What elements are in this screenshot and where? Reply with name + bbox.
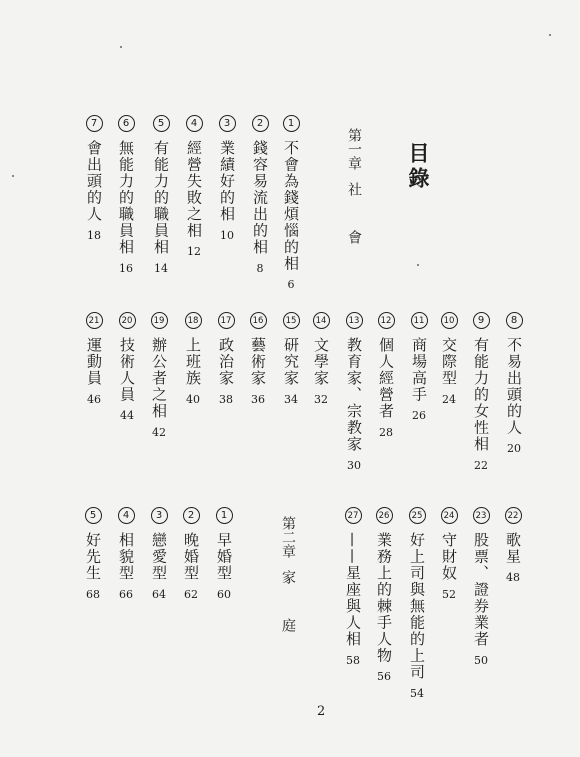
entry-page: 8: [256, 261, 264, 275]
entry-page: 62: [184, 587, 198, 601]
entry-page: 28: [379, 425, 393, 439]
entry-page: 36: [251, 392, 265, 406]
entry-title: 經營失敗之相: [185, 140, 203, 239]
toc-entry[interactable]: [438, 507, 460, 601]
entry-page: 54: [410, 686, 424, 700]
entry-number: 19: [151, 312, 168, 329]
entry-number: 16: [250, 312, 267, 329]
entry-page: 38: [219, 392, 233, 406]
toc-entry[interactable]: [438, 312, 460, 406]
entry-page: 32: [314, 392, 328, 406]
toc-entry[interactable]: [470, 507, 492, 667]
entry-number: 23: [473, 507, 490, 524]
entry-title: 好先生: [84, 532, 102, 582]
entry-number: 2: [183, 507, 200, 524]
entry-page: 26: [412, 409, 426, 422]
entry-page: 66: [119, 587, 133, 601]
entry-title: 業務上的棘手人物: [375, 532, 393, 664]
entry-page: 6: [287, 278, 295, 291]
entry-number: 8: [506, 312, 523, 329]
entry-page: 12: [187, 245, 201, 258]
entry-page: 40: [186, 392, 200, 406]
entry-title: 晚婚型: [182, 532, 200, 582]
entry-title: 運動員: [85, 337, 103, 387]
scan-speck: [12, 175, 14, 177]
toc-entry[interactable]: [115, 115, 137, 275]
page-number: 2: [317, 704, 326, 719]
entry-title: 個人經營者: [377, 337, 395, 420]
entry-number: 5: [85, 507, 102, 524]
entry-title: 藝術家: [249, 337, 267, 387]
entry-title: 業績好的相: [218, 140, 236, 223]
entry-title: 有能力的職員相: [152, 140, 170, 256]
toc-entry[interactable]: [116, 312, 138, 422]
entry-page: 44: [120, 409, 134, 422]
toc-entry[interactable]: [343, 312, 365, 472]
entry-number: 7: [86, 115, 103, 132]
entry-number: 6: [118, 115, 135, 132]
entry-page: 46: [87, 392, 101, 406]
entry-number: 21: [86, 312, 103, 329]
chapter-title: 家庭: [280, 570, 296, 666]
entry-page: 58: [346, 653, 360, 667]
entry-title: 研究家: [282, 337, 300, 387]
entry-page: 30: [347, 458, 361, 472]
entry-page: 42: [152, 425, 166, 439]
toc-entry[interactable]: [406, 507, 428, 700]
entry-title: 股票、證券業者: [472, 532, 490, 648]
entry-page: 34: [284, 392, 298, 406]
entry-title: 早婚型: [215, 532, 233, 582]
entry-number: 1: [216, 507, 233, 524]
chapter-label: 第二章: [280, 516, 296, 558]
entry-title: 政治家: [217, 337, 235, 387]
toc-entry[interactable]: [408, 312, 430, 422]
toc-entry[interactable]: [83, 115, 105, 242]
entry-page: 14: [154, 261, 168, 275]
toc-entry[interactable]: [310, 312, 332, 406]
toc-entry[interactable]: [280, 115, 302, 291]
toc-entry[interactable]: [503, 312, 525, 455]
scan-speck: [120, 46, 122, 48]
entry-page: 22: [474, 458, 488, 472]
entry-title: 相貌型: [117, 532, 135, 582]
toc-entry[interactable]: [83, 312, 105, 406]
entry-number: 4: [118, 507, 135, 524]
entry-number: 25: [409, 507, 426, 524]
entry-page: 20: [507, 442, 521, 455]
entry-title: 會出頭的人: [85, 140, 103, 223]
toc-entry[interactable]: [342, 507, 364, 667]
entry-number: 9: [473, 312, 490, 329]
entry-title: 戀愛型: [150, 532, 168, 582]
entry-title: 無能力的職員相: [117, 140, 135, 256]
entry-title: 歌星: [504, 532, 522, 565]
toc-entry[interactable]: [247, 312, 269, 406]
entry-page: 24: [442, 392, 456, 406]
entry-page: 52: [442, 587, 456, 601]
entry-title: 不會為錢煩惱的相: [282, 140, 300, 272]
toc-entry[interactable]: [215, 312, 237, 406]
entry-number: 18: [185, 312, 202, 329]
entry-number: 1: [283, 115, 300, 132]
entry-number: 22: [505, 507, 522, 524]
entry-page: 18: [87, 228, 101, 242]
chapter-1-heading: [345, 128, 363, 278]
entry-number: 15: [283, 312, 300, 329]
toc-entry[interactable]: [470, 312, 492, 472]
toc-entry[interactable]: [82, 507, 104, 601]
entry-title: 上班族: [184, 337, 202, 387]
entry-number: 12: [378, 312, 395, 329]
entry-page: 50: [474, 653, 488, 667]
toc-entry[interactable]: [183, 115, 205, 258]
toc-entry[interactable]: [280, 312, 302, 406]
entry-page: 48: [506, 571, 520, 584]
entry-title: 有能力的女性相: [472, 337, 490, 453]
entry-title: 技術人員: [118, 337, 136, 403]
toc-entry[interactable]: [216, 115, 238, 242]
entry-number: 24: [441, 507, 458, 524]
entry-number: 13: [346, 312, 363, 329]
entry-number: 11: [411, 312, 428, 329]
entry-number: 10: [441, 312, 458, 329]
entry-title: 錢容易流出的相: [251, 140, 269, 256]
entry-title: 守財奴: [440, 532, 458, 582]
toc-entry[interactable]: [150, 115, 172, 275]
entry-number: 5: [153, 115, 170, 132]
entry-number: 3: [219, 115, 236, 132]
toc-entry[interactable]: [249, 115, 271, 275]
entry-number: 3: [151, 507, 168, 524]
entry-title: 好上司與無能的上司: [408, 532, 426, 681]
toc-entry[interactable]: [375, 312, 397, 439]
toc-entry[interactable]: [115, 507, 137, 601]
entry-number: 2: [252, 115, 269, 132]
entry-page: 64: [152, 587, 166, 601]
entry-title: 不易出頭的人: [505, 337, 523, 436]
toc-entry[interactable]: [373, 507, 395, 683]
chapter-title: 社會: [346, 182, 362, 278]
toc-entry[interactable]: [180, 507, 202, 601]
entry-title: ——星座與人相: [344, 532, 362, 648]
entry-number: 17: [218, 312, 235, 329]
chapter-2-heading: [279, 516, 297, 666]
entry-page: 16: [119, 261, 133, 275]
entry-page: 68: [86, 587, 100, 601]
toc-entry[interactable]: [213, 507, 235, 601]
entry-title: 文學家: [312, 337, 330, 387]
entry-title: 教育家、宗教家: [345, 337, 363, 453]
chapter-label: 第一章: [346, 128, 362, 170]
entry-title: 交際型: [440, 337, 458, 387]
entry-page: 56: [377, 670, 391, 683]
entry-title: 商場高手: [410, 337, 428, 403]
entry-page: 60: [217, 587, 231, 601]
entry-title: 辦公者之相: [150, 337, 168, 420]
scan-speck: [417, 264, 419, 266]
scan-speck: [549, 34, 551, 36]
toc-entry[interactable]: [182, 312, 204, 406]
entry-number: 27: [345, 507, 362, 524]
toc-entry[interactable]: [148, 312, 170, 439]
toc-entry[interactable]: [502, 507, 524, 584]
entry-number: 14: [313, 312, 330, 329]
entry-page: 10: [220, 228, 234, 242]
toc-entry[interactable]: [148, 507, 170, 601]
entry-number: 20: [119, 312, 136, 329]
entry-number: 26: [376, 507, 393, 524]
page-title: 目錄: [406, 142, 430, 192]
entry-number: 4: [186, 115, 203, 132]
